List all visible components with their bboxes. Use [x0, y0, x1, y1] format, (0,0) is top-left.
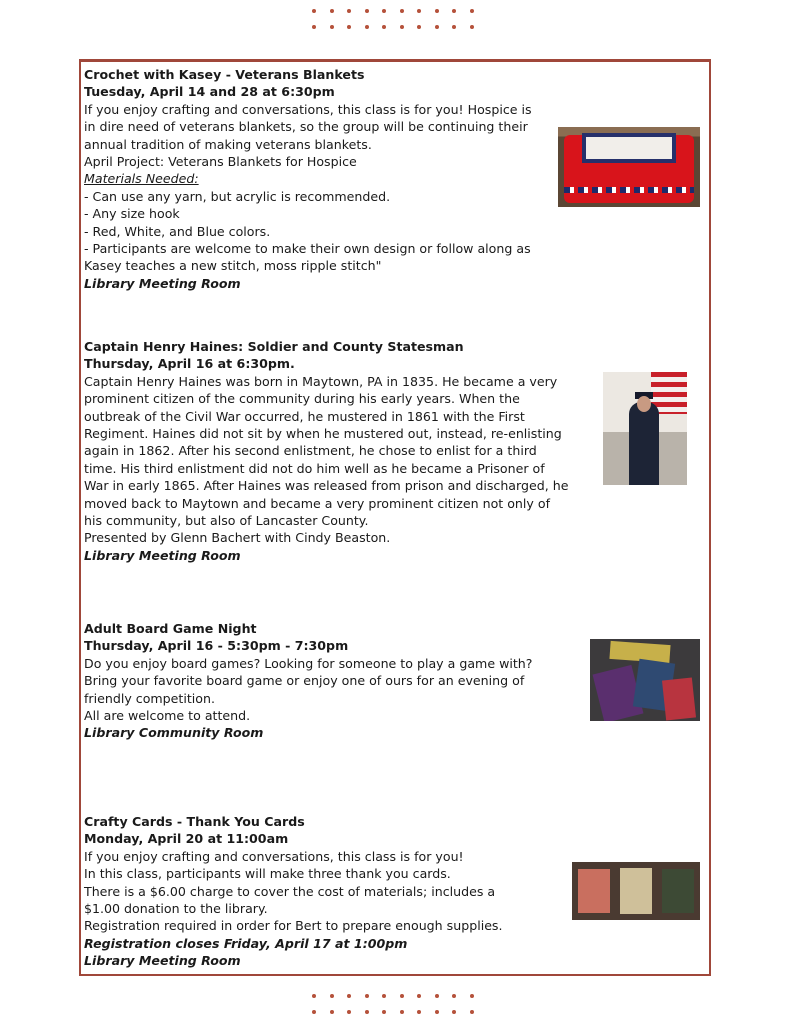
material-item: - Red, White, and Blue colors.	[84, 223, 271, 239]
event-datetime: Monday, April 20 at 11:00am	[84, 831, 289, 847]
dot	[347, 25, 351, 29]
event-desc-line: Registration required in order for Bert to prepare enough supplies.	[84, 918, 503, 934]
dot	[470, 1010, 474, 1014]
dot	[365, 9, 369, 13]
event-desc-line: In this class, participants will make three thank you cards.	[84, 866, 451, 882]
dot	[452, 25, 456, 29]
material-item: - Can use any yarn, but acrylic is recommended.	[84, 188, 391, 204]
dot	[400, 25, 404, 29]
event-desc-line: If you enjoy crafting and conversations, this class is for you!	[84, 848, 464, 864]
dot	[435, 9, 439, 13]
event-desc-line: time. His third enlistment did not do him well as he became a Prisoner of	[84, 460, 545, 476]
event-desc-line: outbreak of the Civil War occurred, he mustered in 1861 with the First	[84, 408, 525, 424]
dot	[417, 9, 421, 13]
dot	[330, 994, 334, 998]
blanket-photo	[558, 127, 700, 207]
event-desc-line: April Project: Veterans Blankets for Hospice	[84, 154, 357, 170]
event-desc-line: War in early 1865. After Haines was released from prison and discharged, he	[84, 478, 569, 494]
event-desc-line: his community, but also of Lancaster County.	[84, 513, 369, 529]
dot	[470, 25, 474, 29]
event-datetime: Thursday, April 16 - 5:30pm - 7:30pm	[84, 638, 349, 654]
materials-heading: Materials Needed:	[84, 171, 199, 187]
event-crochet	[84, 66, 532, 292]
event-title: Crafty Cards - Thank You Cards	[84, 814, 305, 829]
dot	[312, 1010, 316, 1014]
dot	[452, 994, 456, 998]
event-desc-line: Regiment. Haines did not sit by when he mustered out, instead, re-enlisting	[84, 426, 562, 442]
dot	[330, 1010, 334, 1014]
dot	[330, 25, 334, 29]
decorative-dots-top	[312, 9, 482, 29]
event-location: Library Community Room	[84, 725, 264, 741]
dot	[435, 994, 439, 998]
dot	[365, 25, 369, 29]
event-desc-line: in dire need of veterans blankets, so the group will be continuing their	[84, 119, 528, 135]
board-game-photo	[590, 639, 700, 721]
event-desc-line: prominent citizen of the community during his early years. When the	[84, 391, 520, 407]
dot	[347, 9, 351, 13]
event-location: Library Meeting Room	[84, 953, 241, 969]
dot	[365, 1010, 369, 1014]
event-henry-haines	[84, 338, 568, 564]
event-location: Library Meeting Room	[84, 275, 241, 291]
dot	[312, 9, 316, 13]
dot	[417, 994, 421, 998]
event-title: Adult Board Game Night	[84, 621, 257, 636]
event-board-game-night	[84, 620, 532, 742]
event-desc-line: There is a $6.00 charge to cover the cost of materials; includes a	[84, 883, 496, 899]
event-datetime: Tuesday, April 14 and 28 at 6:30pm	[84, 84, 335, 100]
event-location: Library Meeting Room	[84, 547, 241, 563]
dot	[347, 994, 351, 998]
event-datetime: Thursday, April 16 at 6:30pm.	[84, 356, 295, 372]
dot	[330, 9, 334, 13]
event-crafty-cards	[84, 813, 503, 970]
dot	[435, 1010, 439, 1014]
soldier-photo	[603, 372, 687, 485]
event-desc-line: Captain Henry Haines was born in Maytown, PA in 1835. He became a very	[84, 373, 558, 389]
dot	[435, 25, 439, 29]
dot	[382, 994, 386, 998]
event-desc-line: annual tradition of making veterans blankets.	[84, 136, 372, 152]
event-title: Captain Henry Haines: Soldier and County Statesman	[84, 339, 464, 354]
dot	[382, 9, 386, 13]
event-desc-line: $1.00 donation to the library.	[84, 901, 268, 917]
dot	[400, 9, 404, 13]
dot	[400, 1010, 404, 1014]
material-item: - Any size hook	[84, 206, 180, 222]
dot	[365, 994, 369, 998]
dot	[417, 25, 421, 29]
dot	[347, 1010, 351, 1014]
event-desc-line: If you enjoy crafting and conversations, this class is for you! Hospice is	[84, 101, 532, 117]
dot	[470, 9, 474, 13]
dot	[382, 1010, 386, 1014]
event-desc-line: again in 1862. After his second enlistment, he chose to enlist for a third	[84, 443, 537, 459]
dot	[312, 994, 316, 998]
event-desc-line: Do you enjoy board games? Looking for someone to play a game with?	[84, 655, 533, 671]
material-item: - Participants are welcome to make their own design or follow along as	[84, 241, 531, 257]
material-item: Kasey teaches a new stitch, moss ripple stitch"	[84, 258, 382, 274]
decorative-dots-bottom	[312, 994, 482, 1014]
registration-deadline: Registration closes Friday, April 17 at 1:00pm	[84, 935, 408, 951]
dot	[400, 994, 404, 998]
event-desc-line: moved back to Maytown and became a very prominent citizen not only of	[84, 495, 550, 511]
event-desc-line: Bring your favorite board game or enjoy one of ours for an evening of	[84, 673, 525, 689]
event-desc-line: Presented by Glenn Bachert with Cindy Beaston.	[84, 530, 391, 546]
thank-you-cards-photo	[572, 862, 700, 920]
dot	[382, 25, 386, 29]
event-title: Crochet with Kasey - Veterans Blankets	[84, 67, 365, 82]
event-desc-line: All are welcome to attend.	[84, 708, 251, 724]
dot	[452, 9, 456, 13]
event-desc-line: friendly competition.	[84, 690, 215, 706]
dot	[417, 1010, 421, 1014]
dot	[312, 25, 316, 29]
dot	[470, 994, 474, 998]
dot	[452, 1010, 456, 1014]
